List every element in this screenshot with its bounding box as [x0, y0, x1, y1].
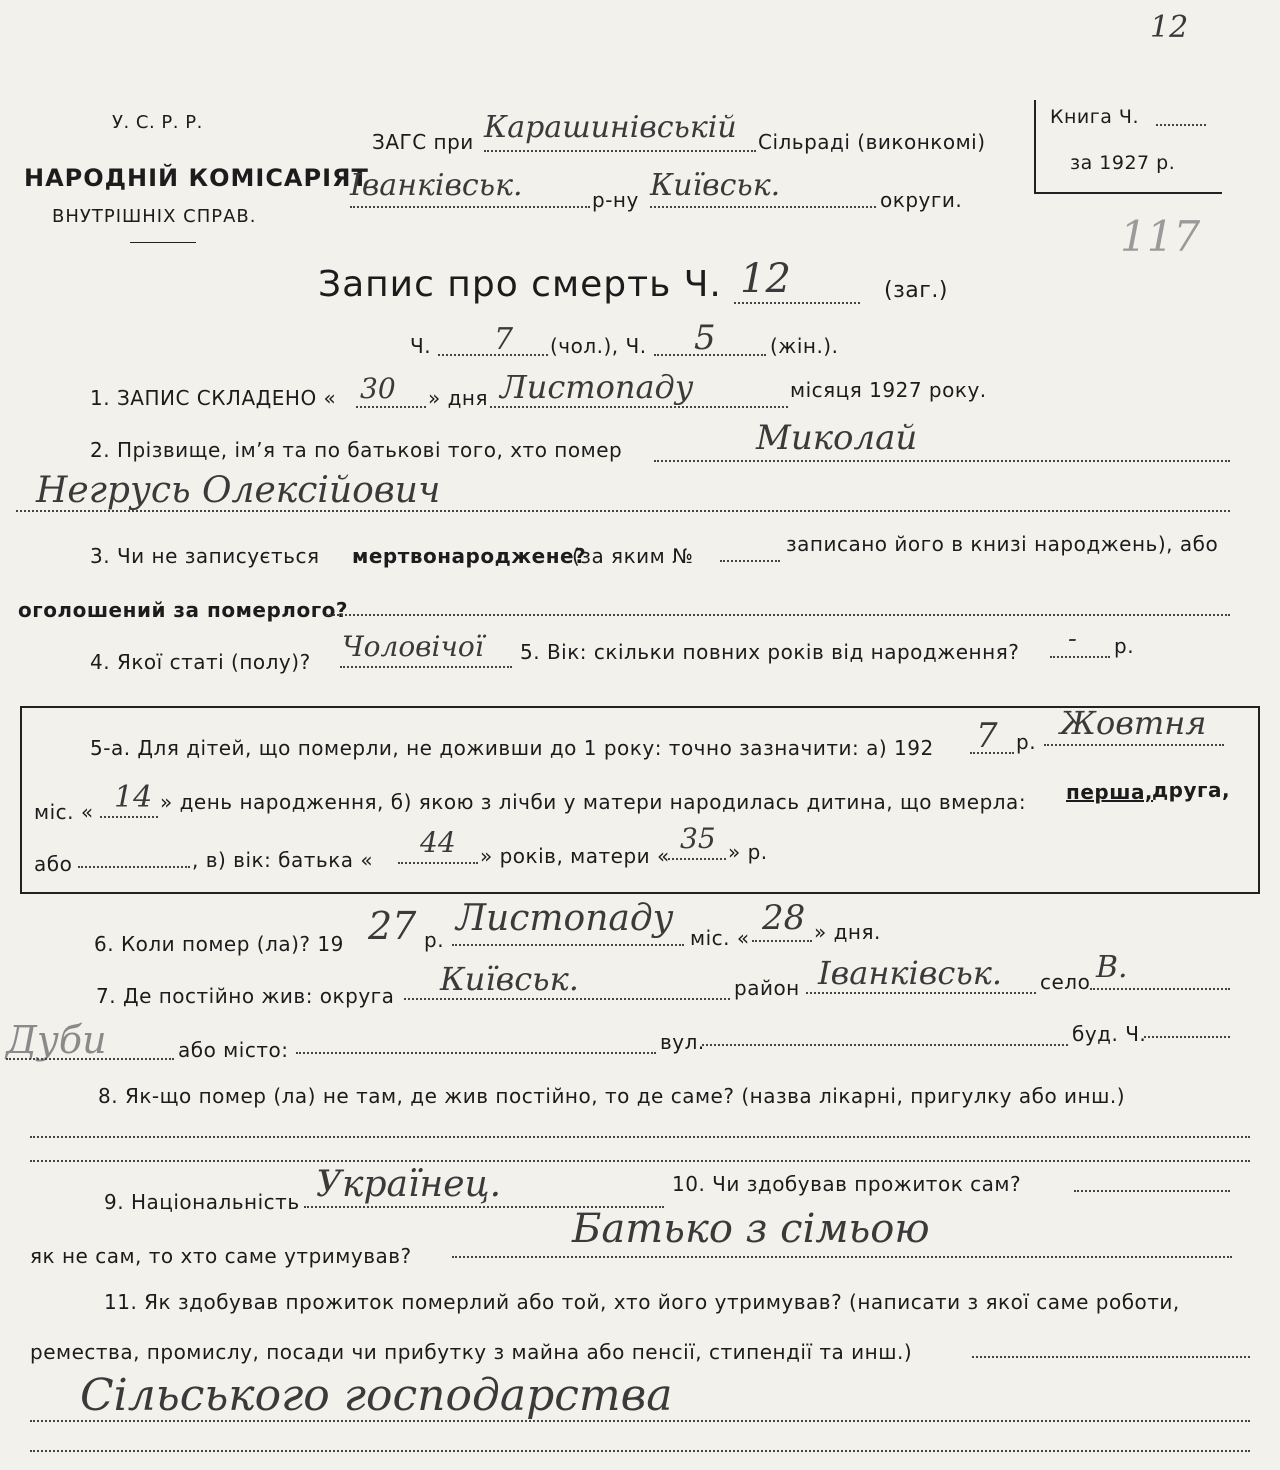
- item5a-line3-c: » років, матери «: [480, 844, 670, 868]
- item7-rayon: район: [734, 976, 800, 1000]
- item5a-order-dots: [78, 866, 190, 868]
- item10-hand-dots: [452, 1256, 1232, 1258]
- corner-number: 12: [1150, 10, 1189, 45]
- item4-dots: [340, 666, 512, 668]
- item7-selo-hand: В.: [1096, 950, 1128, 985]
- okrug-suffix: округи.: [880, 188, 963, 212]
- item3-bold-a: мертвонароджене?: [352, 544, 587, 568]
- item2-hand2: Негрусь Олексійович: [36, 470, 441, 511]
- item5a-line2-b: » день народження, б) якою з лічби у матери народилась дитина, що вмерла:: [160, 790, 1027, 814]
- record-number: 12: [740, 256, 791, 302]
- item10-label2: як не сам, то хто саме утримував?: [30, 1244, 412, 1268]
- item5a-line3-b: , в) вік: батька «: [192, 848, 374, 872]
- item7-rayon-dots: [806, 992, 1036, 994]
- item3-bold-b: оголошений за померлого?: [18, 598, 348, 622]
- item10-label: 10. Чи здобував прожиток сам?: [672, 1172, 1022, 1196]
- item7-selo-dots: [1090, 988, 1230, 990]
- book-dots: [1156, 124, 1206, 126]
- item7-village-dots: [6, 1058, 174, 1060]
- item6-label: 6. Коли помер (ла)? 19: [94, 932, 344, 956]
- okrug-hand: Київськ.: [650, 168, 781, 203]
- item5a-first: перша,: [1066, 780, 1154, 804]
- item7-label: 7. Де постійно жив: округа: [96, 984, 395, 1008]
- item7-vul: вул.: [660, 1030, 705, 1054]
- item7-vul-dots: [702, 1044, 1068, 1046]
- item3-label-c: записано його в книзі народжень), або: [786, 532, 1219, 556]
- item3-dots: [326, 614, 1230, 616]
- okrug-dots: [650, 206, 876, 208]
- item11-label2: ремества, промислу, посади чи прибутку з майна або пенсії, стипендії та инш.): [30, 1340, 913, 1364]
- item5a-second: друга,: [1152, 778, 1231, 802]
- item5a-line1-b: р.: [1016, 730, 1037, 754]
- item6-day: 28: [762, 898, 806, 938]
- item5-dots: [1050, 656, 1110, 658]
- item9-hand: Українец.: [316, 1164, 502, 1205]
- item7-okrug-dots: [404, 998, 730, 1000]
- item2-label: 2. Прізвище, ім’я та по батькові того, хто помер: [90, 438, 623, 462]
- item5a-father: 44: [420, 826, 456, 859]
- item2-dots1: [654, 460, 1230, 462]
- item7-selo-hand2: Дуби: [6, 1018, 107, 1062]
- item1-month: Листопаду: [500, 368, 694, 406]
- item6-mis: міс. «: [690, 926, 750, 950]
- item5-hand: -: [1068, 624, 1077, 654]
- item5a-mother-dots: [668, 858, 726, 860]
- item11-hand: Сільського господарства: [80, 1370, 673, 1421]
- item9-label: 9. Національність: [104, 1190, 300, 1214]
- item7-misto-dots: [296, 1052, 656, 1054]
- item5a-month-dots: [1044, 744, 1224, 746]
- header-commissariat: НАРОДНІЙ КОМІСАРІЯТ: [24, 164, 369, 192]
- count-m-value: 7: [494, 322, 514, 357]
- item3-number-dots: [720, 560, 780, 562]
- count-f-value: 5: [694, 318, 716, 358]
- item5a-line3-a: або: [34, 852, 73, 876]
- zags-prefix: ЗАГС при: [372, 130, 474, 154]
- district-hand: Іванківськ.: [350, 168, 523, 203]
- item8-label: 8. Як-що помер (ла) не там, де жив постійно, то де саме? (назва лікарні, пригулку або инш.): [98, 1084, 1126, 1108]
- item7-misto: або місто:: [178, 1038, 289, 1062]
- item10-dots: [1074, 1190, 1230, 1192]
- item8-dots2: [30, 1160, 1250, 1162]
- count-m-label: (чол.), Ч.: [550, 334, 647, 358]
- item6-month: Листопаду: [456, 898, 674, 939]
- item11-dots2: [30, 1420, 1250, 1422]
- count-f-dots: [654, 354, 766, 356]
- header-ussr: У. С. Р. Р.: [112, 112, 203, 133]
- item5a-year: 7: [976, 716, 998, 756]
- item5a-line3-d: » р.: [728, 840, 768, 864]
- district-suffix: р-ну: [592, 188, 639, 212]
- item5-suffix: р.: [1114, 634, 1135, 658]
- item6-suffix: » дня.: [814, 920, 881, 944]
- item7-rayon-hand: Іванківськ.: [818, 954, 1003, 992]
- item11-dots1: [972, 1356, 1250, 1358]
- item5-label: 5. Вік: скільки повних років від народження?: [520, 640, 1020, 664]
- item1-day-dots: [356, 406, 426, 408]
- book-label: Книга Ч.: [1050, 106, 1139, 128]
- item7-bud: буд. Ч.: [1072, 1022, 1147, 1046]
- item3-label-b: (за яким №: [572, 544, 694, 568]
- item7-selo: село: [1040, 970, 1091, 994]
- item1-month-dots: [490, 406, 788, 408]
- count-m-dots: [438, 354, 548, 356]
- item6-r: р.: [424, 928, 445, 952]
- item1-prefix: 1. ЗАПИС СКЛАДЕНО «: [90, 386, 337, 410]
- count-m-prefix: Ч.: [410, 334, 432, 358]
- zags-dots: [484, 150, 756, 152]
- item2-hand1: Миколай: [756, 418, 918, 458]
- item7-bud-dots: [1144, 1036, 1230, 1038]
- item1-day: 30: [360, 372, 396, 405]
- book-year: за 1927 р.: [1070, 152, 1176, 174]
- item1-mid: » дня: [428, 386, 489, 410]
- item5a-line2-a: міс. «: [34, 800, 94, 824]
- item11-dots3: [30, 1450, 1250, 1452]
- item6-year: 27: [368, 904, 417, 948]
- header-divider: [130, 242, 196, 243]
- item5a-year-dots: [970, 752, 1014, 754]
- item5a-month: Жовтня: [1060, 704, 1207, 742]
- record-suffix: (заг.): [884, 278, 948, 303]
- item10-hand: Батько з сімьою: [572, 1206, 930, 1252]
- record-title: Запис про смерть Ч.: [318, 264, 722, 305]
- item1-suffix: місяця 1927 року.: [790, 378, 987, 402]
- record-number-dots: [734, 302, 860, 304]
- header-internal-affairs: ВНУТРІШНІХ СПРАВ.: [52, 206, 257, 227]
- item5a-day-dots: [100, 816, 158, 818]
- item5a-day: 14: [114, 780, 153, 815]
- district-dots: [350, 206, 590, 208]
- archive-number: 117: [1120, 212, 1201, 261]
- item11-label: 11. Як здобував прожиток померлий або той, хто його утримував? (написати з якої саме роботи,: [104, 1290, 1180, 1314]
- item4-hand: Чоловічої: [342, 630, 484, 663]
- item6-month-dots: [452, 944, 684, 946]
- item5a-mother: 35: [680, 822, 716, 855]
- item7-okrug: Київськ.: [440, 960, 579, 998]
- item3-label-a: 3. Чи не записується: [90, 544, 320, 568]
- zags-suffix: Сільраді (виконкомі): [758, 130, 986, 154]
- item5a-line1: 5-а. Для дітей, що померли, не доживши до 1 року: точно зазначити: а) 192: [90, 736, 934, 760]
- item8-dots1: [30, 1136, 1250, 1138]
- item5a-father-dots: [398, 862, 478, 864]
- item6-day-dots: [752, 940, 812, 942]
- item2-dots2: [16, 510, 1230, 512]
- count-f-label: (жін.).: [770, 334, 839, 358]
- item4-label: 4. Якої статі (полу)?: [90, 650, 311, 674]
- zags-hand: Карашинівській: [484, 110, 737, 145]
